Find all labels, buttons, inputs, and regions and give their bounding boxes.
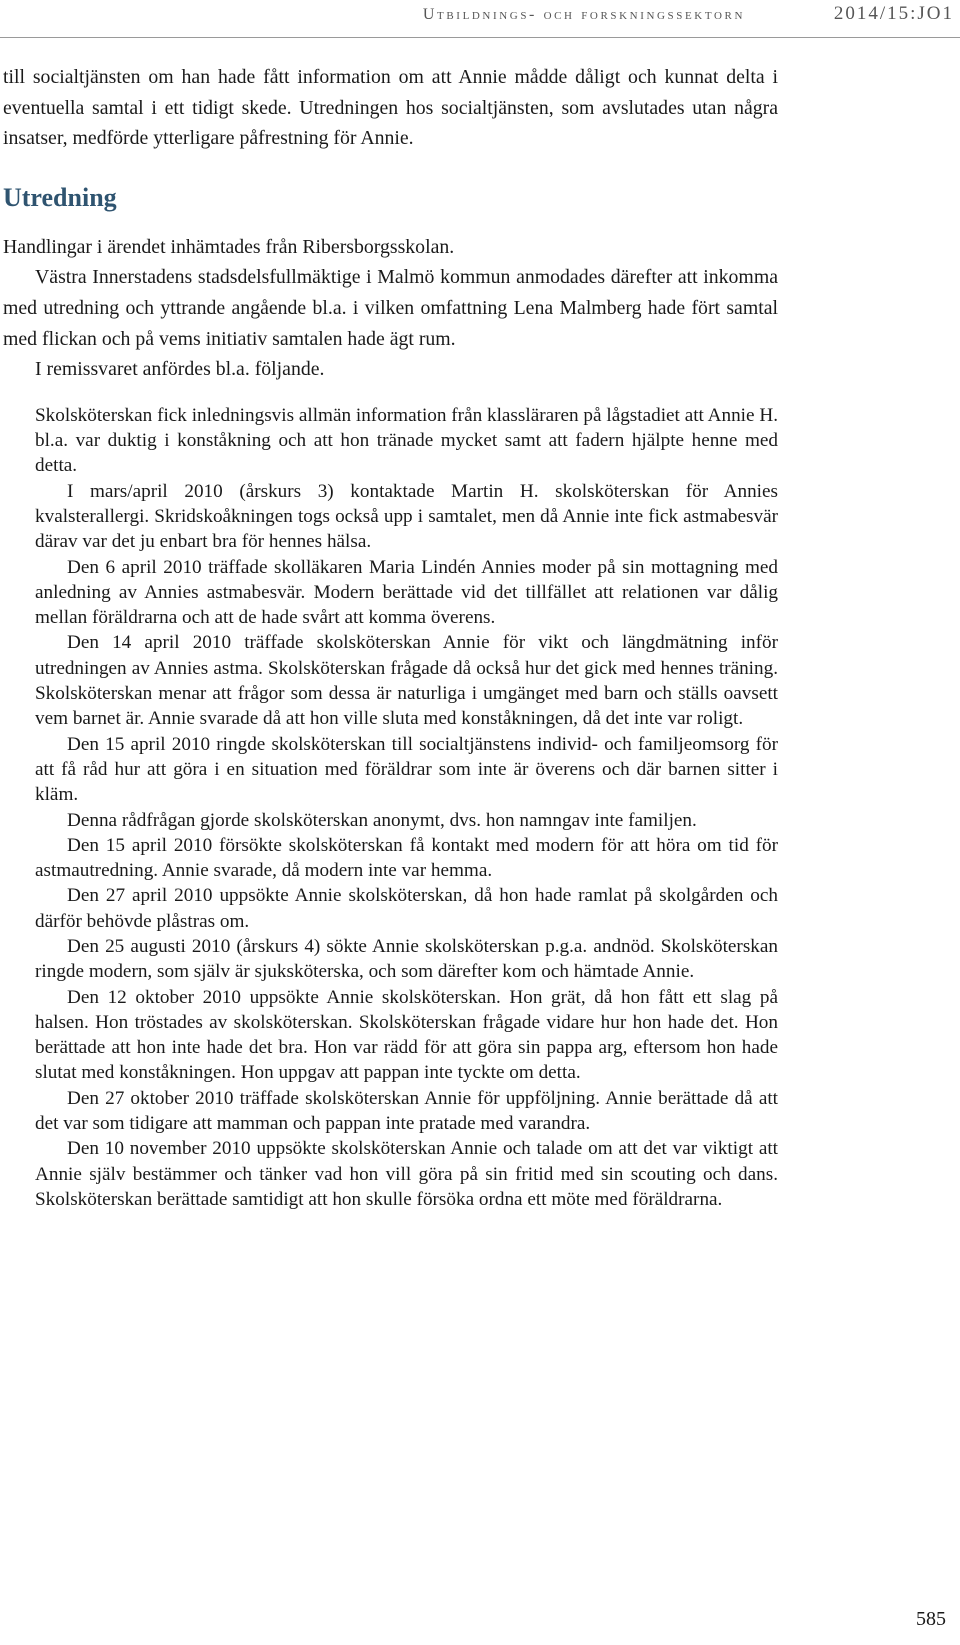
quote-paragraph: I mars/april 2010 (årskurs 3) kontaktade Martin H. skolsköterskan för Annies kvalsterallergi. Skridskoåkningen togs också upp i samtalet, men då Annie inte fick astmabesvär därav var det ju enbart bra för hennes hälsa. (35, 480, 778, 553)
intro-paragraph: till socialtjänsten om han hade fått information om att Annie mådde dåligt och kunnat delta i eventuella samtal i ett tidigt skede. Utredningen hos socialtjänsten, som avslutades utan några insatser, medförde ytterligare påfrestning för Annie. (3, 66, 778, 150)
quote-paragraph: Den 6 april 2010 träffade skolläkaren Maria Lindén Annies moder på sin mottagning med anledning av Annies astmabesvär. Modern berättade vid det tillfället att relationen var dålig mellan föräldrarna och att de hade svårt att komma överens. (35, 556, 778, 629)
quote-paragraph: Den 27 april 2010 uppsökte Annie skolsköterskan, då hon hade ramlat på skolgården och därför behövde plåstras om. (35, 885, 778, 932)
body-paragraph: I remissvaret anfördes bl.a. följande. (35, 358, 325, 381)
section-heading: Utredning (3, 182, 117, 212)
quote-paragraph: Den 25 augusti 2010 (årskurs 4) sökte Annie skolsköterskan p.g.a. andnöd. Skolsköterskan ringde modern, som själv är sjuksköterska, och som därefter kom och hämtade Annie. (35, 935, 778, 983)
quote-paragraph: Denna rådfrågan gjorde skolsköterskan anonymt, dvs. hon namngav inte familjen. (67, 809, 697, 831)
quote-paragraph: Den 15 april 2010 försökte skolsköterskan få kontakt med modern för att höra om tid för astmautredning. Annie svarade, då modern inte var hemma. (35, 834, 778, 882)
body-paragraph: Västra Innerstadens stadsdelsfullmäktige i Malmö kommun anmodades därefter att inkomma med utredning och yttrande angående bl.a. i vilken omfattning Lena Malmberg hade fört samtal med flickan och på vems initiativ samtalen hade ägt rum. (3, 266, 778, 350)
page-header (0, 0, 960, 40)
quote-paragraph: Den 12 oktober 2010 uppsökte Annie skolsköterskan. Hon grät, då hon fått ett slag på halsen. Hon tröstades av skolsköterskan. Skolsköterskan frågade vidare hur hon hade det. Hon berättade att hon inte hade det bra. Hon var rädd för att göra sin pappa arg, eftersom hon hade slutat med konståkningen. Hon uppgav att pappan inte tyckte om detta. (35, 986, 778, 1084)
body-paragraph: Handlingar i ärendet inhämtades från Ribersborgsskolan. (3, 235, 455, 258)
document-reference: 2014/15:JO1 (833, 3, 954, 24)
header-rule (0, 37, 960, 38)
quoted-reply (35, 403, 778, 1213)
quote-paragraph: Den 14 april 2010 träffade skolsköterskan Annie för vikt och längdmätning inför utredningen av Annies astma. Skolsköterskan frågade då också hur det gick med hennes träning. Skolsköterskan menar att frågor som dessa är naturliga i umgänget med barn och ställs oavsett vem barnet är. Annie svarade då att hon ville sluta med konståkningen, då det inte var roligt. (35, 632, 778, 730)
quote-paragraph: Den 27 oktober 2010 träffade skolsköterskan Annie för uppföljning. Annie berättade då att det var som tidigare att mamman och pappan inte pratade med varandra. (35, 1087, 778, 1135)
quote-paragraph: Skolsköterskan fick inledningsvis allmän information från klassläraren på lågstadiet att Annie H. bl.a. var duktig i konståkning och att hon tränade mycket samt att fadern hjälpte henne med detta. (35, 404, 778, 477)
page-number: 585 (916, 1608, 946, 1630)
quote-paragraph: Den 10 november 2010 uppsökte skolsköterskan Annie och talade om att det var viktigt att Annie själv bestämmer och tänker vad hon vill göra på sin fritid med sin scouting och dans. Skolsköterskan berättade samtidigt att hon skulle försöka ordna ett möte med föräldrarna. (35, 1138, 778, 1210)
section-title: Utbildnings- och forskningssektorn (422, 6, 745, 23)
page-body (3, 62, 778, 1212)
quote-paragraph: Den 15 april 2010 ringde skolsköterskan till socialtjänstens individ- och familjeomsorg för att få råd hur att göra i en situation med föräldrar som inte är överens och där barnen sitter i kläm. (35, 733, 778, 806)
